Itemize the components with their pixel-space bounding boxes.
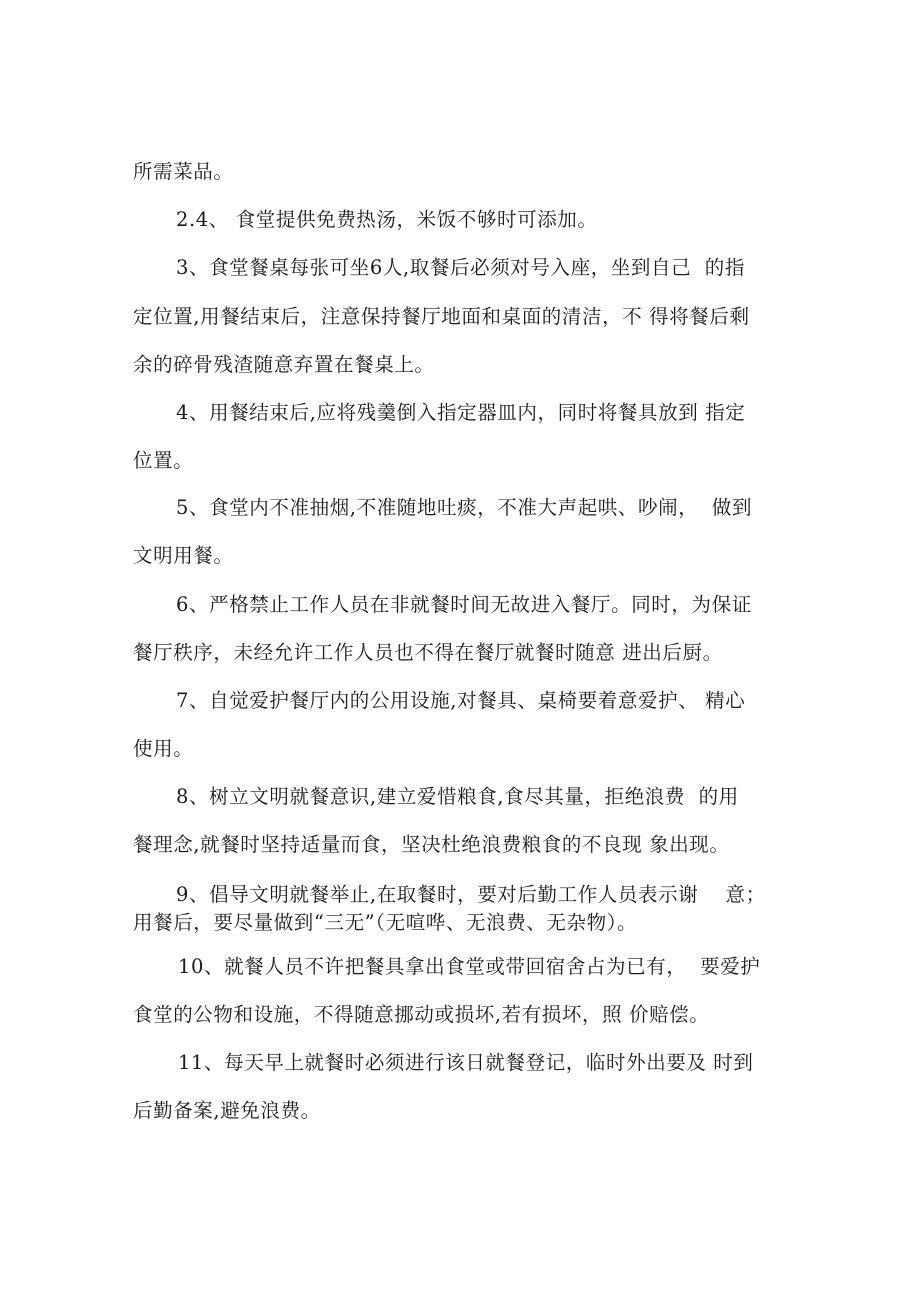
text-line-16: 9、倡导文明就餐举止,在取餐时，要对后勤工作人员表示谢 意； bbox=[176, 883, 766, 906]
text-line-11: 餐厅秩序，未经允许工作人员也不得在餐厅就餐时随意 进出后厨。 bbox=[133, 641, 723, 664]
text-line-15: 餐理念,就餐时坚持适量而食，坚决杜绝浪费粮食的不良现 象出现。 bbox=[133, 833, 730, 856]
text-line-14: 8、树立文明就餐意识,建立爱惜粮食,食尽其量，拒绝浪费 的用 bbox=[176, 785, 739, 808]
text-line-13: 使用。 bbox=[133, 737, 194, 760]
text-line-7: 位置。 bbox=[133, 449, 194, 472]
text-line-3: 3、食堂餐桌每张可坐6人,取餐后必须对号入座，坐到自己 的指 bbox=[176, 256, 746, 279]
text-line-4: 定位置,用餐结束后，注意保持餐厅地面和桌面的清洁，不 得将餐后剩 bbox=[133, 305, 750, 328]
text-line-18: 10、就餐人员不许把餐具拿出食堂或带回宿舍占为已有， 要爱护 bbox=[178, 955, 761, 978]
text-line-9: 文明用餐。 bbox=[133, 544, 234, 567]
text-line-21: 后勤备案,避免浪费。 bbox=[133, 1099, 321, 1122]
text-line-6: 4、用餐结束后,应将残羹倒入指定器皿内，同时将餐具放到 指定 bbox=[176, 401, 746, 424]
text-line-19: 食堂的公物和设施，不得随意挪动或损坏,若有损坏，照 价赔偿。 bbox=[133, 1003, 710, 1026]
text-line-20: 11、每天早上就餐时必须进行该日就餐登记，临时外出要及 时到 bbox=[178, 1051, 754, 1074]
text-line-10: 6、严格禁止工作人员在非就餐时间无故进入餐厅。同时，为保证 bbox=[176, 593, 752, 616]
text-line-8: 5、食堂内不准抽烟,不准随地吐痰，不准大声起哄、吵闹， 做到 bbox=[176, 496, 753, 519]
text-line-17: 用餐后，要尽量做到“三无”（无喧哗、无浪费、无杂物）。 bbox=[133, 911, 638, 934]
text-line-2: 2.4、 食堂提供免费热汤，米饭不够时可添加。 bbox=[176, 208, 598, 231]
text-line-5: 余的碎骨残渣随意弃置在餐桌上。 bbox=[133, 353, 435, 376]
text-line-12: 7、自觉爱护餐厅内的公用设施,对餐具、桌椅要着意爱护、 精心 bbox=[176, 689, 746, 712]
text-line-1: 所需菜品。 bbox=[133, 160, 234, 183]
